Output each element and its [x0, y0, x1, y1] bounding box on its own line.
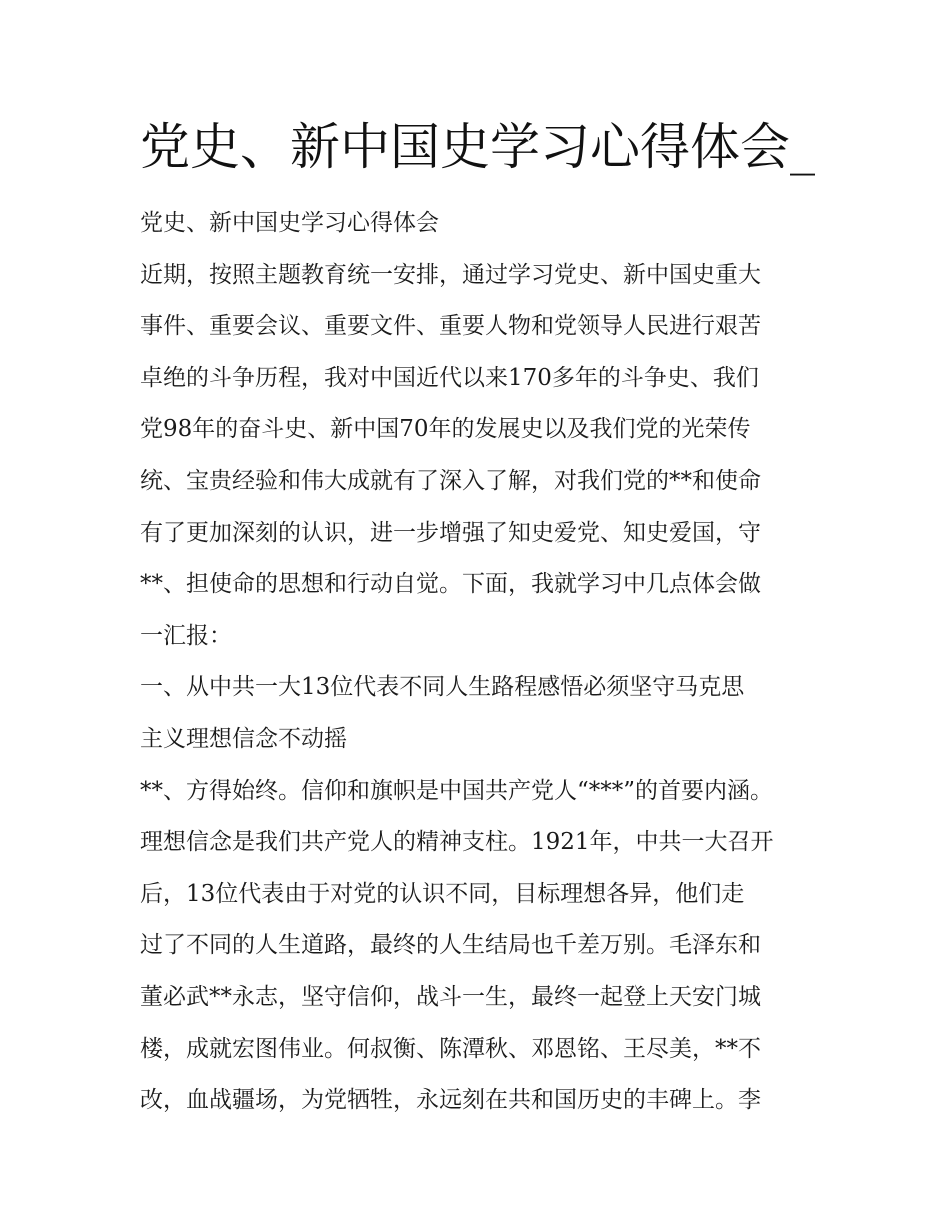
subtitle-line: 党史、新中国史学习心得体会 [140, 210, 439, 236]
text-line: 后，13位代表由于对党的认识不同，目标理想各异，他们走 [140, 880, 745, 907]
text-line: 一汇报： [140, 622, 232, 649]
text-line: **、方得始终。信仰和旗帜是中国共产党人“***”的首要内涵。 [140, 777, 774, 804]
text-line: 有了更加深刻的认识，进一步增强了知史爱党、知史爱国，守 [140, 519, 761, 546]
text-line: 过了不同的人生道路，最终的人生结局也千差万别。毛泽东和 [140, 932, 761, 959]
text-line: 理想信念是我们共产党人的精神支柱。1921年，中共一大召开 [140, 829, 774, 856]
section-heading-line: 主义理想信念不动摇 [140, 725, 347, 752]
text-line: 党98年的奋斗史、新中国70年的发展史以及我们党的光荣传 [140, 416, 751, 443]
document-title: 党史、新中国史学习心得体会_ [140, 118, 815, 176]
text-line: 改，血战疆场，为党牺牲，永远刻在共和国历史的丰碑上。李 [140, 1087, 761, 1114]
text-line: 董必武**永志，坚守信仰，战斗一生，最终一起登上天安门城 [140, 983, 761, 1010]
text-line: 事件、重要会议、重要文件、重要人物和党领导人民进行艰苦 [140, 313, 761, 340]
text-line: 统、宝贵经验和伟大成就有了深入了解，对我们党的**和使命 [140, 467, 761, 494]
text-line: 卓绝的斗争历程，我对中国近代以来170多年的斗争史、我们 [140, 364, 759, 391]
section-heading-line: 一、从中共一大13位代表不同人生路程感悟必须坚守马克思 [140, 674, 745, 701]
text-line: **、担使命的思想和行动自觉。下面，我就学习中几点体会做 [140, 571, 761, 598]
document-body [140, 198, 820, 1127]
text-line: 楼，成就宏图伟业。何叔衡、陈潭秋、邓恩铭、王尽美，**不 [140, 1035, 761, 1062]
text-line: 近期，按照主题教育统一安排，通过学习党史、新中国史重大 [140, 261, 761, 288]
